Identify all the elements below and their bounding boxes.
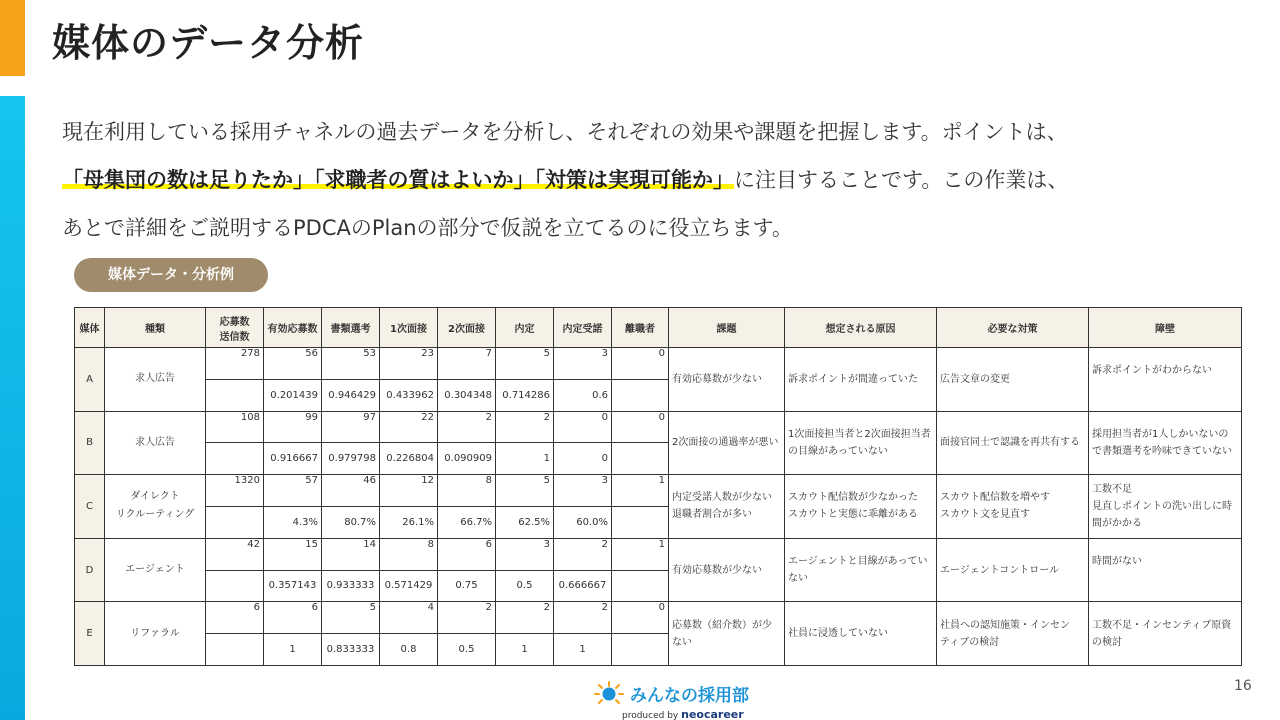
cell-cause (785, 538, 937, 602)
cell-ratio: 0.8 (380, 634, 438, 666)
cause-line-2: の目線があっていない (788, 445, 888, 457)
highlight-population: 「母集団の数は足りたか」 (62, 168, 314, 192)
cell-ratio: 0.090909 (438, 443, 496, 475)
cell-ratio: 62.5% (496, 506, 554, 538)
cell-barrier (1089, 538, 1242, 602)
barrier-line-3: 間がかかる (1092, 517, 1142, 529)
kind-line-1: 求人広告 (135, 436, 175, 448)
measure-line-2: ティブの検討 (940, 636, 1000, 648)
issue-line-2: 退職者割合が多い (672, 509, 752, 521)
cell-count: 5 (322, 602, 380, 634)
cell-empty (206, 379, 264, 411)
cell-count: 3 (496, 538, 554, 570)
cell-empty (612, 379, 669, 411)
cell-count: 6 (206, 602, 264, 634)
issue-line-1: 有効応募数が少ない (672, 564, 762, 576)
cell-ratio: 0.357143 (264, 570, 322, 602)
header-barrier: 障壁 (1089, 308, 1242, 348)
cell-ratio: 60.0% (554, 506, 612, 538)
cell-count: 57 (264, 475, 322, 507)
cell-barrier (1089, 411, 1242, 475)
cell-ratio: 0.916667 (264, 443, 322, 475)
cell-measure (937, 602, 1089, 666)
cell-count: 97 (322, 411, 380, 443)
cell-cause (785, 411, 937, 475)
cell-cause (785, 475, 937, 539)
barrier-line-1: 時間がない (1092, 556, 1142, 568)
barrier-line-1: 採用担当者が1人しかいないの (1092, 428, 1229, 440)
intro-text (62, 108, 1242, 252)
cell-ratio: 0.979798 (322, 443, 380, 475)
cell-issue (669, 602, 785, 666)
header-cause: 想定される原因 (785, 308, 937, 348)
measure-line-1: エージェントコントロール (940, 564, 1059, 576)
cell-count: 6 (438, 538, 496, 570)
issue-line-1: 2次面接の通過率が悪い (672, 437, 779, 449)
cell-ratio: 0.946429 (322, 379, 380, 411)
measure-line-2: スカウト文を見直す (940, 509, 1030, 521)
cell-count: 42 (206, 538, 264, 570)
kind-line-2: リクルーティング (115, 509, 195, 521)
media-analysis-table (74, 307, 1242, 666)
table-row (75, 602, 1242, 634)
cell-cause (785, 602, 937, 666)
header-issue: 課題 (669, 308, 785, 348)
cause-line-1: 訴求ポイントが間違っていた (788, 373, 918, 385)
cell-kind (105, 411, 206, 475)
header-kind: 種類 (105, 308, 206, 348)
cause-line-1: 1次面接担当者と2次面接担当者 (788, 428, 931, 440)
logo-name: みんなの採用部 (630, 686, 749, 706)
header-valid-applications: 有効応募数 (264, 308, 322, 348)
cell-count: 1320 (206, 475, 264, 507)
cause-line-2: ない (788, 573, 808, 585)
cell-empty (206, 443, 264, 475)
cell-ratio: 1 (264, 634, 322, 666)
intro-line-3: あとで詳細をご説明するPDCAのPlanの部分で仮説を立てるのに役立ちます。 (62, 216, 793, 240)
cell-kind (105, 538, 206, 602)
table-body (75, 348, 1242, 666)
header-applications (206, 308, 264, 348)
header-second-interview: 2次面接 (438, 308, 496, 348)
cell-issue (669, 538, 785, 602)
cell-ratio: 0.75 (438, 570, 496, 602)
cell-issue (669, 348, 785, 412)
issue-line-2: ない (672, 636, 692, 648)
cause-line-2: スカウトと実態に乖離がある (788, 509, 918, 521)
cell-count: 22 (380, 411, 438, 443)
cell-measure (937, 348, 1089, 412)
cell-medium: B (75, 411, 105, 475)
cell-count: 8 (380, 538, 438, 570)
intro-line-2-rest: に注目することです。この作業は、 (734, 168, 1069, 192)
cell-count: 2 (438, 602, 496, 634)
cell-ratio: 0.666667 (554, 570, 612, 602)
cell-ratio: 0.833333 (322, 634, 380, 666)
cell-count: 2 (496, 411, 554, 443)
cell-count: 278 (206, 348, 264, 380)
cell-barrier (1089, 475, 1242, 539)
cell-ratio: 0.714286 (496, 379, 554, 411)
cell-count: 0 (554, 411, 612, 443)
cell-kind (105, 348, 206, 412)
cell-empty (206, 570, 264, 602)
table-row (75, 411, 1242, 443)
cell-count: 15 (264, 538, 322, 570)
measure-line-1: スカウト配信数を増やす (940, 492, 1050, 504)
cell-count: 99 (264, 411, 322, 443)
issue-line-1: 有効応募数が少ない (672, 373, 762, 385)
cell-ratio: 66.7% (438, 506, 496, 538)
cell-count: 3 (554, 348, 612, 380)
cell-barrier (1089, 602, 1242, 666)
logo-produced-by (622, 708, 744, 720)
header-document-screening: 書類選考 (322, 308, 380, 348)
table-header-row (75, 308, 1242, 348)
cell-count: 0 (612, 411, 669, 443)
table-row (75, 475, 1242, 507)
cell-barrier (1089, 348, 1242, 412)
cell-medium: D (75, 538, 105, 602)
cell-count: 2 (496, 602, 554, 634)
header-medium: 媒体 (75, 308, 105, 348)
table-row (75, 348, 1242, 380)
cell-medium: A (75, 348, 105, 412)
cell-count: 2 (554, 538, 612, 570)
cell-measure (937, 411, 1089, 475)
cell-issue (669, 411, 785, 475)
cell-count: 23 (380, 348, 438, 380)
intro-line-1: 現在利用している採用チャネルの過去データを分析し、それぞれの効果や課題を把握します。ポイントは、 (62, 120, 1068, 144)
cell-ratio: 1 (496, 634, 554, 666)
barrier-line-1: 訴求ポイントがわからない (1092, 365, 1212, 377)
highlight-feasibility: 「対策は実現可能か」 (534, 168, 734, 192)
cell-ratio: 0.5 (496, 570, 554, 602)
cell-count: 5 (496, 475, 554, 507)
cell-count: 5 (496, 348, 554, 380)
logo-produced-by-text: produced by (622, 711, 679, 720)
barrier-line-2: の検討 (1092, 636, 1122, 648)
cell-empty (612, 443, 669, 475)
header-measure: 必要な対策 (937, 308, 1089, 348)
logo-company: neocareer (681, 708, 744, 720)
header-first-interview: 1次面接 (380, 308, 438, 348)
cell-medium: C (75, 475, 105, 539)
cell-count: 46 (322, 475, 380, 507)
cell-count: 0 (612, 348, 669, 380)
page-title: 媒体のデータ分析 (52, 21, 365, 65)
measure-line-1: 面接官同士で認識を再共有する (940, 437, 1080, 449)
cell-ratio: 0.571429 (380, 570, 438, 602)
cell-count: 108 (206, 411, 264, 443)
issue-line-1: 内定受諾人数が少ない (672, 492, 772, 504)
header-applications-line-1: 応募数 (219, 316, 250, 328)
cell-count: 53 (322, 348, 380, 380)
accent-bar-orange (0, 0, 25, 76)
accent-bar-blue (0, 96, 25, 720)
cause-line-1: エージェントと目線があってい (788, 556, 928, 568)
cell-ratio: 4.3% (264, 506, 322, 538)
cell-count: 14 (322, 538, 380, 570)
cell-count: 8 (438, 475, 496, 507)
cell-empty (612, 570, 669, 602)
cell-ratio: 0.433962 (380, 379, 438, 411)
cell-ratio: 26.1% (380, 506, 438, 538)
cell-empty (206, 634, 264, 666)
cell-ratio: 0.5 (438, 634, 496, 666)
cell-ratio: 0 (554, 443, 612, 475)
cause-line-1: 社員に浸透していない (788, 628, 888, 640)
cell-ratio: 1 (496, 443, 554, 475)
table-row (75, 538, 1242, 570)
section-label-pill: 媒体データ・分析例 (74, 258, 268, 292)
barrier-line-1: 工数不足 (1092, 483, 1132, 495)
cell-count: 3 (554, 475, 612, 507)
cell-count: 6 (264, 602, 322, 634)
cell-medium: E (75, 602, 105, 666)
barrier-line-2: で書類選考を吟味できていない (1092, 445, 1232, 457)
header-turnover: 離職者 (612, 308, 669, 348)
issue-line-1: 応募数（紹介数）が少 (672, 619, 772, 631)
sun-icon (594, 681, 624, 707)
cell-measure (937, 475, 1089, 539)
cell-empty (612, 634, 669, 666)
cell-ratio: 1 (554, 634, 612, 666)
page-number: 16 (1234, 678, 1252, 694)
measure-line-1: 広告文章の変更 (940, 373, 1010, 385)
intro-line-2 (62, 156, 1242, 204)
cell-kind (105, 602, 206, 666)
cell-ratio: 80.7% (322, 506, 380, 538)
cell-count: 1 (612, 475, 669, 507)
cell-issue (669, 475, 785, 539)
measure-line-1: 社員への認知施策・インセン (940, 619, 1070, 631)
cell-cause (785, 348, 937, 412)
cell-kind (105, 475, 206, 539)
cell-count: 4 (380, 602, 438, 634)
cell-empty (206, 506, 264, 538)
kind-line-1: エージェント (125, 564, 185, 576)
cell-empty (612, 506, 669, 538)
highlight-quality: 「求職者の質はよいか」 (314, 168, 535, 192)
cause-line-1: スカウト配信数が少なかった (788, 492, 918, 504)
header-applications-line-2: 送信数 (219, 331, 250, 343)
cell-ratio: 0.226804 (380, 443, 438, 475)
cell-count: 7 (438, 348, 496, 380)
footer-logo (592, 679, 762, 719)
barrier-line-1: 工数不足・インセンティブ原資 (1092, 619, 1232, 631)
cell-count: 12 (380, 475, 438, 507)
kind-line-1: リファラル (130, 627, 180, 639)
cell-count: 1 (612, 538, 669, 570)
kind-line-1: 求人広告 (135, 373, 175, 385)
cell-count: 2 (554, 602, 612, 634)
cell-measure (937, 538, 1089, 602)
cell-count: 56 (264, 348, 322, 380)
kind-line-1: ダイレクト (130, 491, 180, 503)
cell-ratio: 0.933333 (322, 570, 380, 602)
barrier-line-2: 見直しポイントの洗い出しに時 (1092, 500, 1232, 512)
cell-count: 0 (612, 602, 669, 634)
header-offer-accepted: 内定受諾 (554, 308, 612, 348)
cell-count: 2 (438, 411, 496, 443)
cell-ratio: 0.6 (554, 379, 612, 411)
cell-ratio: 0.304348 (438, 379, 496, 411)
cell-ratio: 0.201439 (264, 379, 322, 411)
header-offer: 内定 (496, 308, 554, 348)
